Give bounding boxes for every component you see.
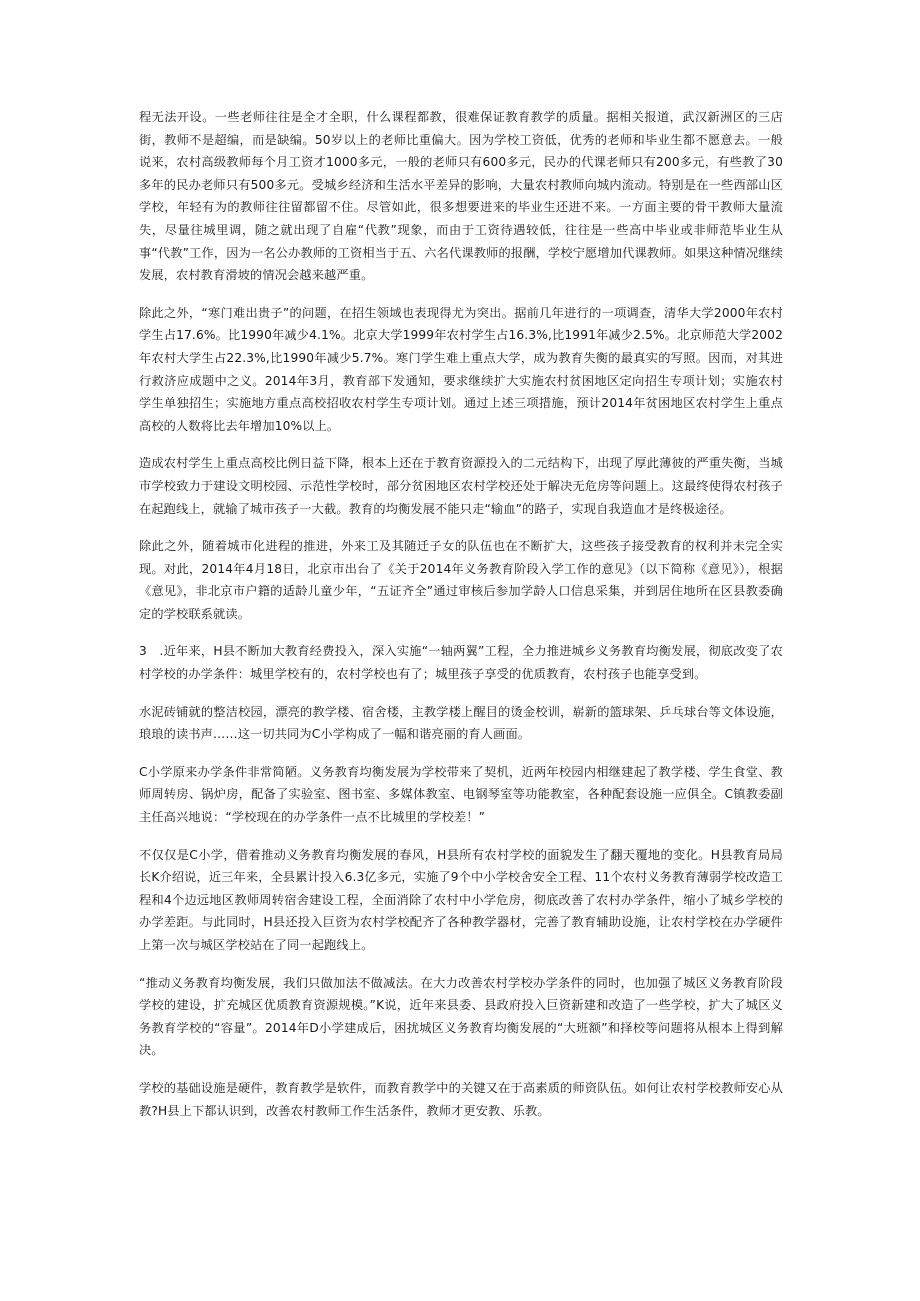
paragraph-teacher-shortage: 程无法开设。一些老师往往是全才全职，什么课程都教，很难保证教育教学的质量。据相关报道，武汉新洲区的三店街，教师不是超编，而是缺编。50岁以上的老师比重偏大。因为学校工资低，优秀的老师和毕业生都不愿意去。一般说来，农村高级教师每个月工资才1000多元，一般的老师只有600多元，民办的代课老师只有200多元，有些教了30多年的民办老师只有500多元。受城乡经济和生活水平差异的影响，大量农村教师向城内流动。特别是在一些西部山区学校，年轻有为的教师往往留都留不住。尽管如此，很多想要进来的毕业生还进不来。一方面主要的骨干教师大量流失，尽量往城里调，随之就出现了自雇“代教”现象，而由于工资待遇较低，往往是一些高中毕业或非师范毕业生从事“代教”工作，因为一名公办教师的工资相当于五、六名代课教师的报酬，学校宁愿增加代课教师。如果这种情况继续发展，农村教育滑坡的情况会越来越严重。 bbox=[139, 110, 783, 283]
paragraph-county-overview: 不仅仅是C小学，借着推动义务教育均衡发展的春风，H县所有农村学校的面貌发生了翻天覆地的变化。H县教育局局长K介绍说，近三年来，全县累计投入6.3亿多元，实施了9个中小学校舍安全工程、11个农村义务教育薄弱学校改造工程和4个边远地区教师周转宿舍建设工程，全面消除了农村中小学危房，彻底改善了农村办学条件，缩小了城乡学校的办学差距。与此同时，H县还投入巨资为农村学校配齐了各种教学器材，完善了教育辅助设施，让农村学校在办学硬件上第一次与城区学校站在了同一起跑线上。 bbox=[139, 847, 783, 952]
paragraph-c-school: C小学原来办学条件非常简陋。义务教育均衡发展为学校带来了契机，近两年校园内相继建起了教学楼、学生食堂、教师周转房、锅炉房，配备了实验室、图书室、多媒体教室、电钢琴室等功能教室，各种配套设施一应俱全。C镇教委副主任高兴地说：“学校现在的办学条件一点不比城里的学校差！” bbox=[139, 764, 783, 825]
paragraph-urban-expansion: “推动义务教育均衡发展，我们只做加法不做减法。在大力改善农村学校办学条件的同时，也加强了城区义务教育阶段学校的建设，扩充城区优质教育资源规模。”K说，近年来县委、县政府投入巨资新建和改造了一些学校，扩大了城区义务教育学校的“容量”。2014年D小学建成后，困扰城区义务教育均衡发展的“大班额”和择校等问题将从根本上得到解决。 bbox=[139, 975, 783, 1058]
paragraph-resource-imbalance: 造成农村学生上重点高校比例日益下降，根本上还在于教育资源投入的二元结构下，出现了厚此薄彼的严重失衡，当城市学校致力于建设文明校园、示范性学校时，部分贫困地区农村学校还处于解决无危房等问题上。这最终使得农村孩子在起跑线上，就输了城市孩子一大截。教育的均衡发展不能只走“输血”的路子，实现自我造血才是终极途径。 bbox=[139, 456, 783, 516]
paragraph-campus-scene: 水泥砖铺就的整洁校园，漂亮的教学楼、宿舍楼，主教学楼上醒目的烫金校训，崭新的篮球架、乒乓球台等文体设施，琅琅的读书声……这一切共同为C小学构成了一幅和谐亮丽的育人画面。 bbox=[139, 704, 783, 742]
document-body bbox=[139, 106, 783, 1122]
paragraph-teacher-conditions: 学校的基础设施是硬件，教育教学是软件，而教育教学中的关键又在于高素质的师资队伍。如何让农村学校教师安心从教?H县上下都认识到，改善农村教师工作生活条件，教师才更安教、乐教。 bbox=[139, 1080, 783, 1118]
paragraph-admission-gap: 除此之外，“寒门难出贵子”的问题，在招生领域也表现得尤为突出。据前几年进行的一项调查，清华大学2000年农村学生占17.6%。比1990年减少4.1%。北京大学1999年农村学生占16.3%,比1991年减少2.5%。北京师范大学2002年农村大学生占22.3%,比1990年减少5.7%。寒门学生难上重点大学，成为教育失衡的最真实的写照。因而，对其进行救济应成题中之义。2014年3月，教育部下发通知，要求继续扩大实施农村贫困地区定向招生专项计划；实施农村学生单独招生；实施地方重点高校招收农村学生专项计划。通过上述三项措施，预计2014年贫困地区农村学生上重点高校的人数将比去年增加10%以上。 bbox=[139, 305, 783, 433]
paragraph-h-county-investment: 3 .近年来，H县不断加大教育经费投入，深入实施“一轴两翼”工程，全力推进城乡义务教育均衡发展，彻底改变了农村学校的办学条件：城里学校有的，农村学校也有了；城里孩子享受的优质教育，农村孩子也能享受到。 bbox=[139, 644, 783, 682]
paragraph-migrant-children: 除此之外，随着城市化进程的推进，外来工及其随迁子女的队伍也在不断扩大，这些孩子接受教育的权利并未完全实现。对此，2014年4月18日，北京市出台了《关于2014年义务教育阶段入学工作的意见》（以下简称《意见》），根据《意见》，非北京市户籍的适龄儿童少年，“五证齐全”通过审核后参加学龄人口信息采集，并到居住地所在区县教委确定的学校联系就读。 bbox=[139, 539, 783, 621]
